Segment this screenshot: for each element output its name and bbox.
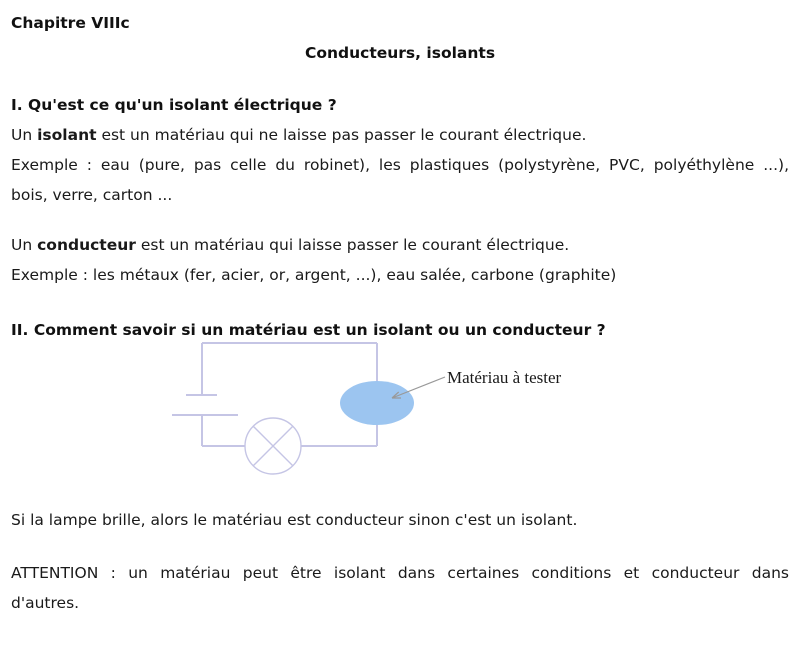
isolant-term: isolant: [37, 126, 97, 144]
isolant-example-line2: bois, verre, carton ...: [11, 186, 173, 204]
conducteur-definition-pre: Un: [11, 236, 38, 254]
isolant-definition-pre: Un: [11, 126, 38, 144]
section1-heading: I. Qu'est ce qu'un isolant électrique ?: [11, 96, 337, 114]
document-title: Conducteurs, isolants: [304, 44, 496, 62]
circuit-diagram: [11, 345, 789, 487]
warning-line2: d'autres.: [11, 594, 80, 612]
battery-icon: [172, 395, 238, 415]
lamp-cross: [253, 426, 293, 466]
section2-heading: II. Comment savoir si un matériau est un isolant ou un conducteur ?: [11, 321, 606, 339]
chapter-label: Chapitre VIIIc: [11, 14, 130, 32]
conducteur-example: Exemple : les métaux (fer, acier, or, argent, ...), eau salée, carbone (graphite): [11, 266, 617, 284]
material-label: Matériau à tester: [447, 368, 562, 387]
warning-line1: ATTENTION : un matériau peut être isolant dans certaines conditions et conducteur dans: [11, 564, 789, 582]
conclusion-text: Si la lampe brille, alors le matériau est conducteur sinon c'est un isolant.: [11, 511, 578, 529]
isolant-definition: [11, 120, 789, 150]
material-ellipse: [340, 381, 414, 425]
conducteur-definition: [11, 230, 789, 260]
lamp-icon: [245, 418, 301, 474]
isolant-definition-post: est un matériau qui ne laisse pas passer le courant électrique.: [96, 126, 587, 144]
circuit-svg: [150, 341, 620, 491]
conducteur-definition-post: est un matériau qui laisse passer le courant électrique.: [135, 236, 570, 254]
isolant-example-line1: Exemple : eau (pure, pas celle du robinet), les plastiques (polystyrène, PVC, polyéthylène ...),: [11, 156, 789, 174]
conducteur-term: conducteur: [37, 236, 136, 254]
